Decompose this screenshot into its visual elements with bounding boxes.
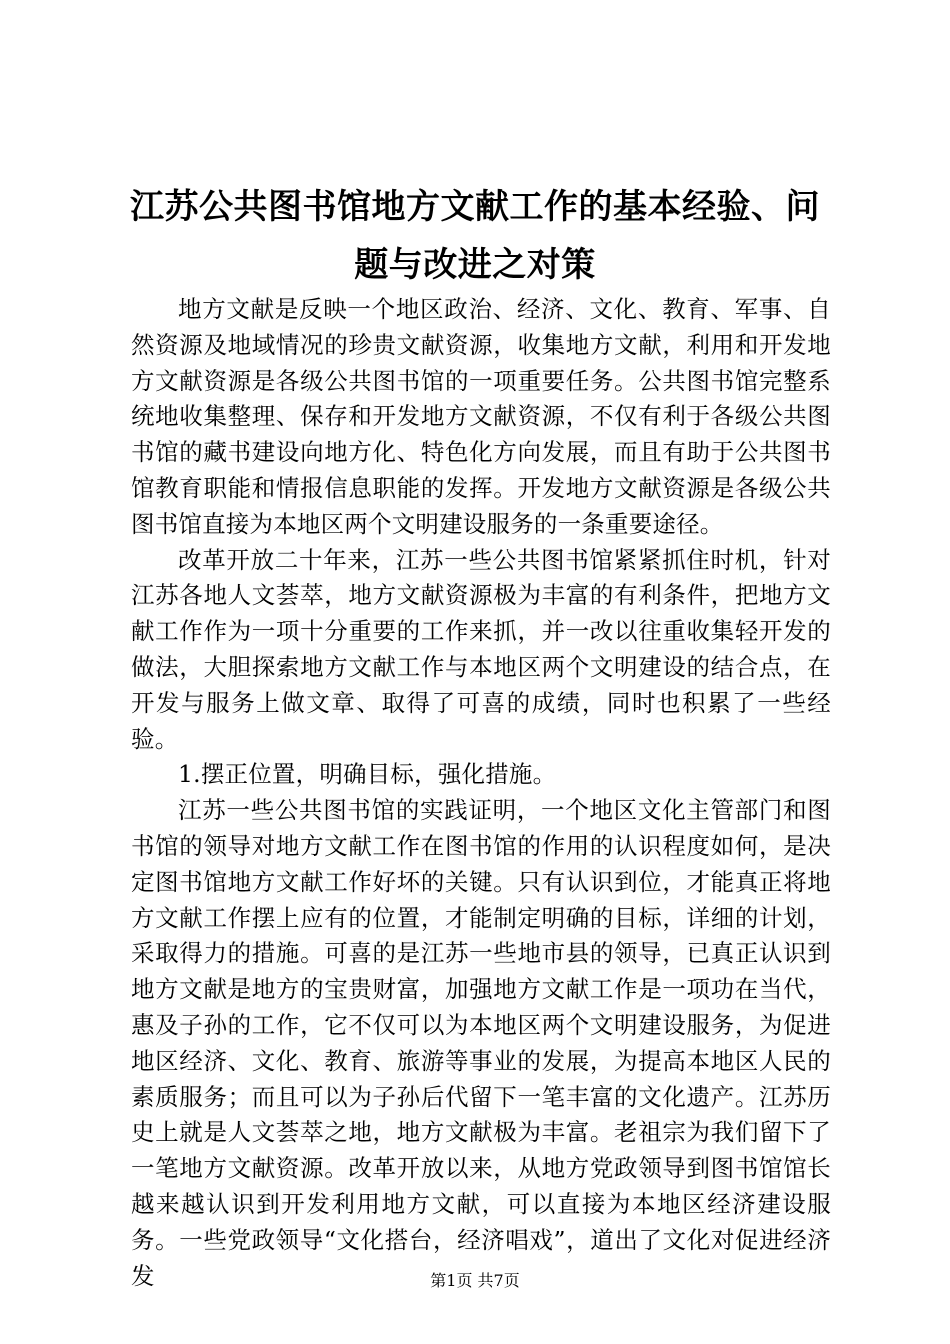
page-number-footer: 第1页 共7页 <box>430 1271 520 1290</box>
document-body <box>131 292 831 1294</box>
paragraph: 江苏一些公共图书馆的实践证明，一个地区文化主管部门和图书馆的领导对地方文献工作在图书馆的作用的认识程度如何，是决定图书馆地方文献工作好坏的关键。只有认识到位，才能真正将地方文献工作摆上应有的位置，才能制定明确的目标，详细的计划，采取得力的措施。可喜的是江苏一些地市县的领导，已真正认识到地方文献是地方的宝贵财富，加强地方文献工作是一项功在当代，惠及子孙的工作，它不仅可以为本地区两个文明建设服务，为促进地区经济、文化、教育、旅游等事业的发展，为提高本地区人民的素质服务；而且可以为子孙后代留下一笔丰富的文化遗产。江苏历史上就是人文荟萃之地，地方文献极为丰富。老祖宗为我们留下了一笔地方文献资源。改革开放以来，从地方党政领导到图书馆馆长越来越认识到开发利用地方文献，可以直接为本地区经济建设服务。一些党政领导“文化搭台，经济唱戏”，道出了文化对促进经济发 <box>131 796 831 1290</box>
paragraph: 地方文献是反映一个地区政治、经济、文化、教育、军事、自然资源及地域情况的珍贵文献资源，收集地方文献，利用和开发地方文献资源是各级公共图书馆的一项重要任务。公共图书馆完整系统地收集整理、保存和开发地方文献资源，不仅有利于各级公共图书馆的藏书建设向地方化、特色化方向发展，而且有助于公共图书馆教育职能和情报信息职能的发挥。开发地方文献资源是各级公共图书馆直接为本地区两个文明建设服务的一条重要途径。 <box>131 295 831 538</box>
paragraph: 改革开放二十年来，江苏一些公共图书馆紧紧抓住时机，针对江苏各地人文荟萃，地方文献资源极为丰富的有利条件，把地方文献工作作为一项十分重要的工作来抓，并一改以往重收集轻开发的做法，大胆探索地方文献工作与本地区两个文明建设的结合点，在开发与服务上做文章、取得了可喜的成绩，同时也积累了一些经验。 <box>131 545 831 753</box>
section-heading: 1.摆正位置，明确目标，强化措施。 <box>178 760 557 789</box>
document-title: 江苏公共图书馆地方文献工作的基本经验、问题与改进之对策 <box>130 187 820 285</box>
